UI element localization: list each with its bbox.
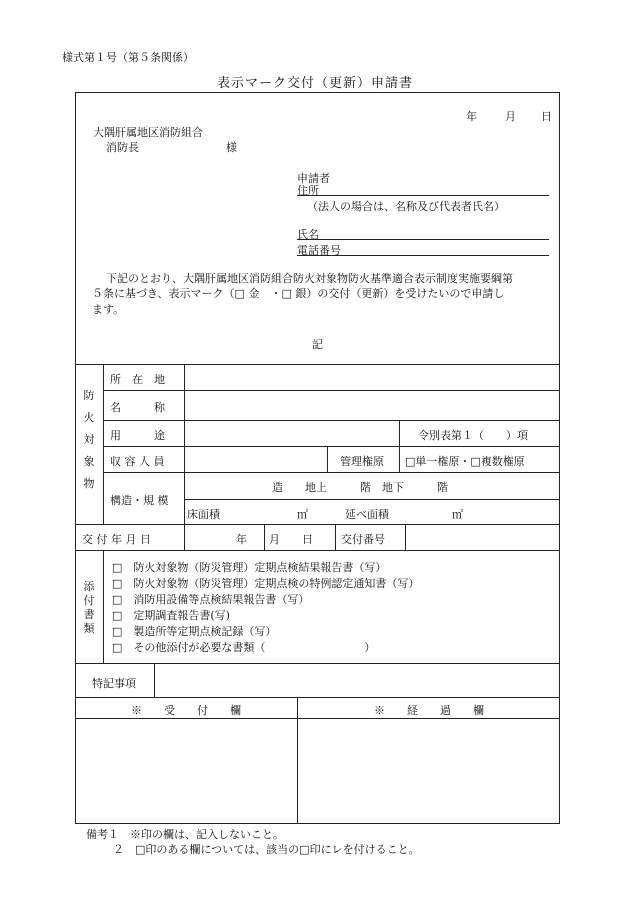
row-structure-label: 構造・規 模 [110, 494, 169, 507]
attachment-item[interactable]: □ 防火対象物（防災管理）定期点検結果報告書（写） [112, 561, 387, 574]
attachment-item[interactable]: □ 防火対象物（防災管理）定期点検の特例認定通知書（写） [112, 577, 420, 590]
page-title: 表示マーク交付（更新）申請書 [216, 76, 413, 91]
date-month: 月 [505, 110, 516, 123]
attachment-item[interactable]: □ 製造所等定期点検記録（写） [112, 625, 277, 638]
applicant-address-field[interactable] [297, 182, 549, 196]
row-location-label: 所 在 地 [110, 373, 165, 386]
issue-date-label: 交 付 年 月 日 [82, 533, 151, 546]
applicant-phone-label: 電話番号 [297, 244, 341, 257]
row-floors-line[interactable]: 造 地上 階 地下 階 [272, 481, 448, 494]
row-use-class: 令別表第１（ ）項 [418, 429, 528, 442]
remark-1: 備考１ ※印の欄は、記入しないこと。 [86, 828, 284, 841]
applicant-phone-field[interactable] [297, 242, 549, 256]
attachment-item[interactable]: □ 消防用設備等点検結果報告書（写） [112, 593, 310, 606]
remark-2: ２ □印のある欄については、該当の□印にレを付けること。 [113, 843, 420, 856]
attachment-item[interactable]: □ 定期調査報告書(写) [112, 609, 230, 622]
row-floor-area-unit: ㎡ [297, 508, 308, 521]
date-year: 年 [466, 110, 477, 123]
applicant-address-label: 住所 [297, 184, 319, 197]
attachment-item[interactable]: □ その他添付が必要な書類（ ） [112, 641, 376, 654]
row-capacity-value[interactable] [186, 448, 325, 470]
section-label-bouka: 防火対象物 [83, 389, 95, 490]
body-line-1: 下記のとおり、大隅肝属地区消防組合防火対象物防火基準適合表示制度実施要綱第 [106, 272, 513, 285]
row-total-area-label: 延べ面積 [345, 508, 389, 521]
date-day: 日 [541, 110, 552, 123]
row-capacity-label: 収 容 人 員 [110, 455, 165, 468]
body-line-2: ５条に基づき、表示マーク（□ 金 ・□ 銀）の交付（更新）を受けたいので申請し [92, 287, 505, 300]
issue-number-label: 交付番号 [341, 533, 385, 546]
form-number: 様式第１号（第５条関係） [62, 51, 194, 64]
ki-label: 記 [312, 338, 323, 351]
applicant-label: 申請者 [297, 172, 330, 185]
reception-area [76, 719, 296, 823]
row-use-label: 用 途 [110, 429, 165, 442]
progress-area [298, 719, 559, 823]
row-location-value[interactable] [186, 366, 558, 388]
special-notes-label: 特記事項 [92, 677, 136, 690]
row-name-label: 名 称 [110, 401, 165, 414]
addressee-sama: 様 [226, 141, 237, 154]
addressee-chief: 消防長 [106, 141, 139, 154]
row-mgmt-auth-label: 管理権原 [340, 455, 384, 468]
addressee-org: 大隅肝属地区消防組合 [93, 126, 203, 139]
progress-header: ※ 経 過 欄 [374, 704, 484, 717]
applicant-corp-note: （法人の場合は、名称及び代表者氏名） [307, 200, 505, 213]
attachments-label: 添付書類 [83, 580, 95, 635]
row-total-area-unit: ㎡ [452, 508, 463, 521]
row-mgmt-options[interactable]: □単一権原・□複数権原 [405, 455, 525, 468]
issue-number-value[interactable] [407, 526, 558, 548]
special-notes-value[interactable] [156, 665, 558, 695]
body-line-3: ます。 [92, 303, 125, 316]
row-floor-area-label: 床面積 [187, 508, 220, 521]
applicant-name-field[interactable] [297, 226, 549, 240]
issue-date-value[interactable]: 年 月 日 [236, 533, 313, 546]
applicant-name-label: 氏名 [297, 228, 319, 241]
reception-header: ※ 受 付 欄 [131, 704, 241, 717]
attachments-list [112, 560, 419, 656]
row-name-value[interactable] [186, 392, 558, 418]
row-use-value[interactable] [186, 422, 397, 444]
